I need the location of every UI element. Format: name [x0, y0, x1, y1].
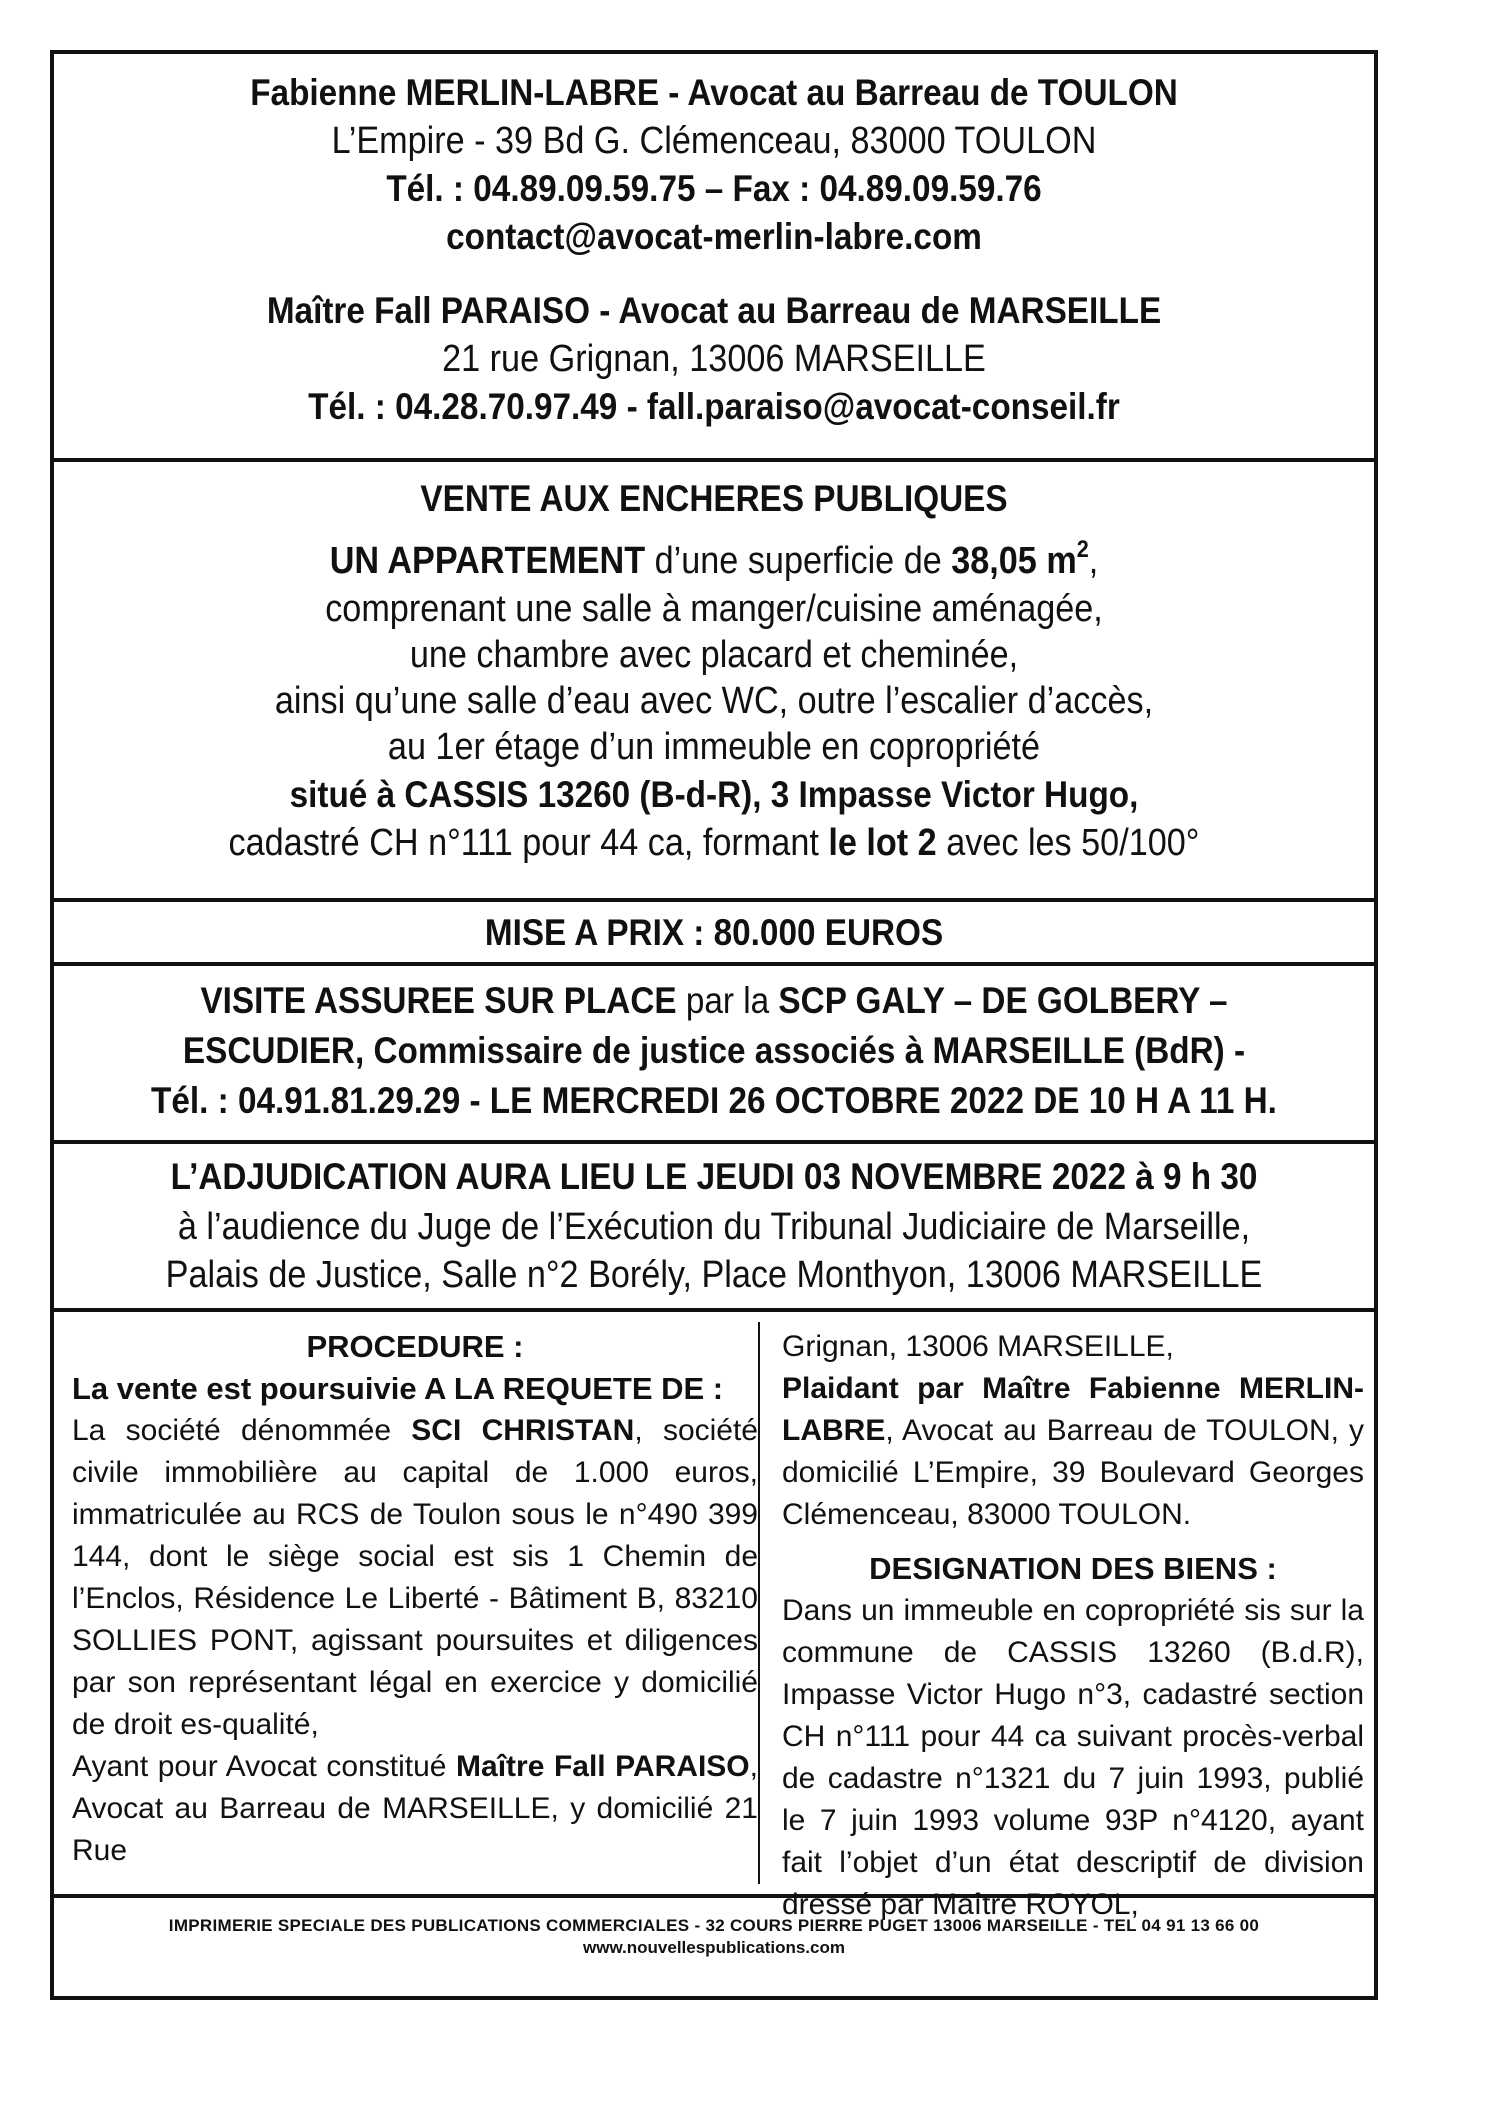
- lawyer2-name-line: Maître Fall PARAISO - Avocat au Barreau de MARSEILLE: [266, 290, 1162, 331]
- lawyer1-name-line: Fabienne MERLIN-LABRE - Avocat au Barreau de TOULON: [250, 72, 1178, 113]
- visit-line-3: Tél. : 04.91.81.29.29 - LE MERCREDI 26 OCTOBRE 2022 DE 10 H A 11 H.: [151, 1080, 1277, 1121]
- adjudication-section: [54, 1144, 1374, 1312]
- company-intro: La société dénommée: [72, 1414, 412, 1447]
- lot-label: le lot 2: [828, 822, 937, 864]
- sale-line-2: comprenant une salle à manger/cuisine aménagée,: [325, 588, 1103, 630]
- legal-notice-frame: [50, 50, 1378, 2000]
- cadastre-shares: avec les 50/100°: [936, 822, 1200, 864]
- lawyer1-email: contact@avocat-merlin-labre.com: [446, 216, 982, 257]
- counsel-address: , Avocat au Barreau de MARSEILLE, y domicilié 21 Rue: [72, 1750, 758, 1867]
- pleading-paragraph: [782, 1368, 1364, 1536]
- lawyer2-phone-email: Tél. : 04.28.70.97.49 - fall.paraiso@avocat-conseil.fr: [308, 386, 1120, 427]
- cadastre-text: cadastré CH n°111 pour 44 ca, formant: [228, 822, 829, 864]
- printer-info: IMPRIMERIE SPECIALE DES PUBLICATIONS COMMERCIALES - 32 COURS PIERRE PUGET 13006 MARSEILLE - TEL 04 91 13 66 00: [168, 1916, 1260, 1935]
- pleading-address: , Avocat au Barreau de TOULON, y domicilié L’Empire, 39 Boulevard Georges Clémenceau, 83000 TOULON.: [782, 1414, 1364, 1531]
- procedure-heading: PROCEDURE :: [306, 1329, 524, 1364]
- apartment-area: 38,05 m: [951, 540, 1077, 582]
- column-divider: [758, 1322, 760, 1884]
- lawyer2-address: 21 rue Grignan, 13006 MARSEILLE: [442, 338, 986, 380]
- designation-text: Dans un immeuble en copropriété sis sur la commune de CASSIS 13260 (B.d.R), Impasse Victor Hugo n°3, cadastré section CH n°111 pour 44 ca suivant procès-verbal de cadastre n°1321 du 7 juin 1993, publié le 7 juin 1993 volume 93P n°4120, ayant fait l’objet d’un état descriptif de division dressé par Maître ROYOL,: [782, 1594, 1364, 1921]
- sale-line-cadastre: [120, 822, 1308, 865]
- counsel-name: Maître Fall PARAISO: [456, 1750, 750, 1783]
- printer-footer: [54, 1894, 1374, 2000]
- company-name: SCI CHRISTAN: [411, 1414, 635, 1447]
- reserve-price: MISE A PRIX : 80.000 EUROS: [484, 912, 944, 953]
- visit-section: [54, 966, 1374, 1144]
- designation-heading: DESIGNATION DES BIENS :: [869, 1551, 1277, 1586]
- printer-website[interactable]: www.nouvellespublications.com: [583, 1938, 845, 1957]
- procedure-subheading: La vente est poursuivie A LA REQUETE DE :: [72, 1371, 724, 1406]
- procedure-right-column: [782, 1326, 1364, 1926]
- lawyer1-address: L’Empire - 39 Bd G. Clémenceau, 83000 TOULON: [331, 120, 1097, 162]
- visit-line-2: ESCUDIER, Commissaire de justice associés à MARSEILLE (BdR) -: [182, 1030, 1246, 1071]
- apartment-line-end: ,: [1088, 540, 1099, 582]
- sale-line-3: une chambre avec placard et cheminée,: [409, 634, 1019, 676]
- visit-label: VISITE ASSUREE SUR PLACE: [200, 980, 677, 1021]
- adjudication-court: à l’audience du Juge de l’Exécution du Tribunal Judiciaire de Marseille,: [177, 1206, 1251, 1248]
- company-details: , société civile immobilière au capital de 1.000 euros, immatriculée au RCS de Toulon sous le n°490 399 144, dont le siège social est sis 1 Chemin de l’Enclos, Résidence Le Liberté - Bâtiment B, 83210 SOLLIES PONT, agissant poursuites et diligences par son représentant légal en exercice y domicilié de droit es-qualité,: [72, 1414, 758, 1741]
- apartment-label: UN APPARTEMENT: [329, 540, 646, 582]
- apartment-area-exponent: 2: [1076, 536, 1089, 563]
- procedure-left-column: [72, 1326, 758, 1872]
- visit-by-text: par la: [676, 980, 779, 1021]
- procedure-paragraph-2: [72, 1746, 758, 1872]
- sale-title: VENTE AUX ENCHERES PUBLIQUES: [420, 478, 1008, 519]
- visit-scp: SCP GALY – DE GOLBERY –: [778, 980, 1228, 1021]
- sale-line-4: ainsi qu’une salle d’eau avec WC, outre l’escalier d’accès,: [274, 680, 1154, 722]
- sale-line-5: au 1er étage d’un immeuble en copropriété: [387, 726, 1041, 768]
- lawyers-section: [54, 54, 1374, 462]
- procedure-paragraph-1: [72, 1410, 758, 1746]
- pleading-lawyer: Plaidant par Maître Fabienne MERLIN-LABRE: [782, 1372, 1364, 1447]
- lawyer1-phone-fax: Tél. : 04.89.09.59.75 – Fax : 04.89.09.59.76: [386, 168, 1042, 209]
- visit-line-1: [120, 980, 1308, 1022]
- adjudication-date: L’ADJUDICATION AURA LIEU LE JEUDI 03 NOVEMBRE 2022 à 9 h 30: [170, 1156, 1258, 1197]
- sale-line-address: situé à CASSIS 13260 (B-d-R), 3 Impasse Victor Hugo,: [289, 774, 1139, 815]
- sale-line-apartment: [120, 536, 1308, 583]
- counsel-intro: Ayant pour Avocat constitué: [72, 1750, 457, 1783]
- adjudication-place: Palais de Justice, Salle n°2 Borély, Place Monthyon, 13006 MARSEILLE: [165, 1254, 1263, 1296]
- procedure-body: [54, 1312, 1374, 1921]
- reserve-price-section: [54, 902, 1374, 966]
- apartment-area-text: d’une superficie de: [645, 540, 952, 582]
- sale-description-section: [54, 462, 1374, 902]
- counsel-address-cont: Grignan, 13006 MARSEILLE,: [782, 1330, 1174, 1363]
